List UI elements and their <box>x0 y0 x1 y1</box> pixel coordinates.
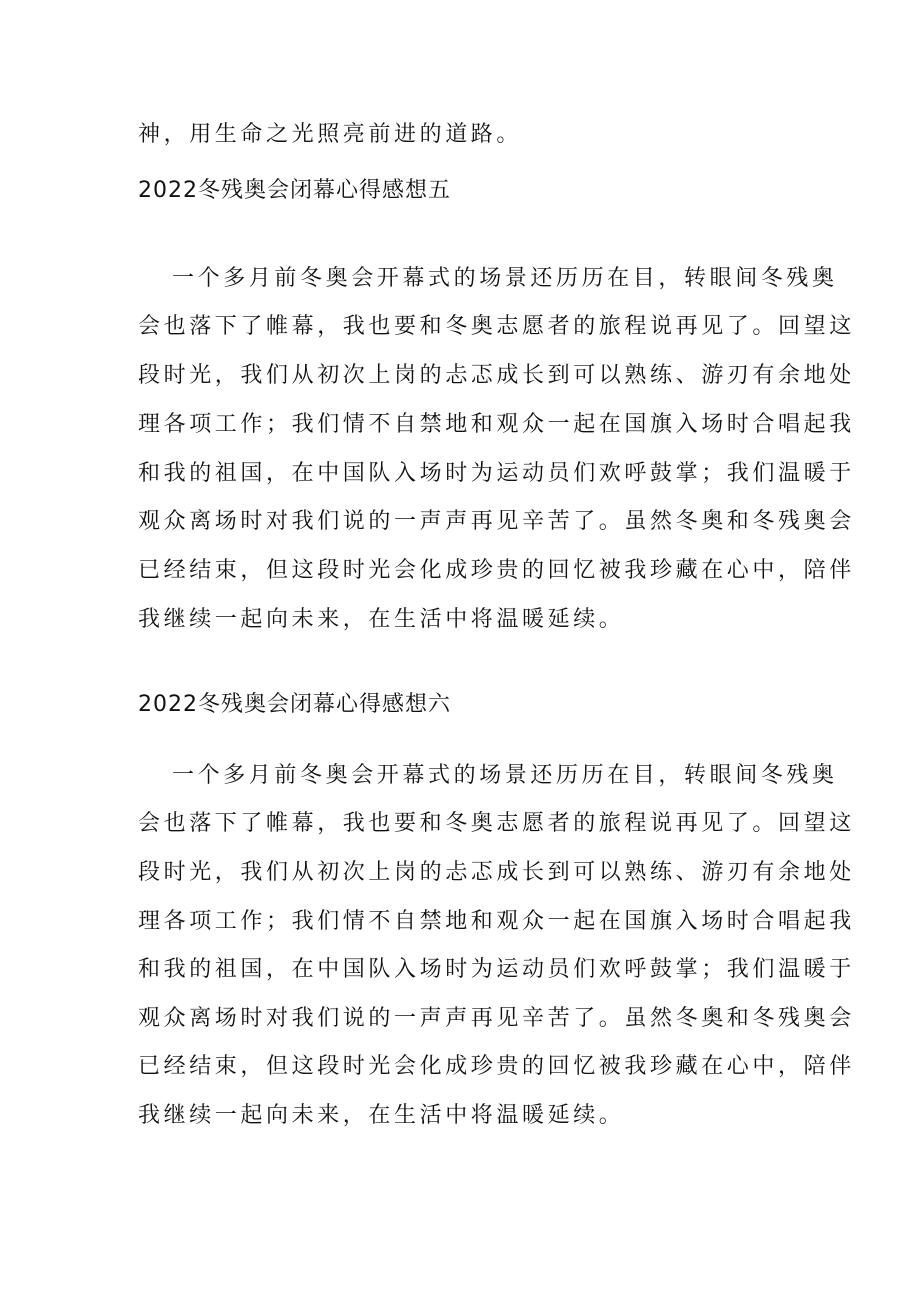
paragraph-line: 已经结束，但这段时光会化成珍贵的回忆被我珍藏在心中，陪伴 <box>138 1054 855 1079</box>
paragraph-line: 一个多月前冬奥会开幕式的场景还历历在目，转眼间冬残奥 <box>172 266 838 291</box>
paragraph-line: 和我的祖国，在中国队入场时为运动员们欢呼鼓掌；我们温暖于 <box>138 461 855 486</box>
paragraph-line: 观众离场时对我们说的一声声再见辛苦了。虽然冬奥和冬残奥会 <box>138 509 855 534</box>
paragraph-line: 会也落下了帷幕，我也要和冬奥志愿者的旅程说再见了。回望这 <box>138 811 855 836</box>
paragraph-line: 段时光，我们从初次上岗的忐忑成长到可以熟练、游刃有余地处 <box>138 860 855 885</box>
section-heading-6: 2022冬残奥会闭幕心得感想六 <box>138 692 451 717</box>
paragraph-line: 理各项工作；我们情不自禁地和观众一起在国旗入场时合唱起我 <box>138 909 855 934</box>
paragraph-line: 理各项工作；我们情不自禁地和观众一起在国旗入场时合唱起我 <box>138 412 855 437</box>
paragraph-line: 和我的祖国，在中国队入场时为运动员们欢呼鼓掌；我们温暖于 <box>138 957 855 982</box>
paragraph-line: 观众离场时对我们说的一声声再见辛苦了。虽然冬奥和冬残奥会 <box>138 1006 855 1031</box>
paragraph-line: 我继续一起向未来，在生活中将温暖延续。 <box>138 1103 625 1128</box>
paragraph-line: 已经结束，但这段时光会化成珍贵的回忆被我珍藏在心中，陪伴 <box>138 558 855 583</box>
paragraph-line: 一个多月前冬奥会开幕式的场景还历历在目，转眼间冬残奥 <box>172 763 838 788</box>
section-heading-5: 2022冬残奥会闭幕心得感想五 <box>138 178 451 203</box>
paragraph-line: 会也落下了帷幕，我也要和冬奥志愿者的旅程说再见了。回望这 <box>138 314 855 339</box>
paragraph-line: 段时光，我们从初次上岗的忐忑成长到可以熟练、游刃有余地处 <box>138 363 855 388</box>
paragraph-line: 神，用生命之光照亮前进的道路。 <box>138 122 523 147</box>
paragraph-line: 我继续一起向未来，在生活中将温暖延续。 <box>138 607 625 632</box>
